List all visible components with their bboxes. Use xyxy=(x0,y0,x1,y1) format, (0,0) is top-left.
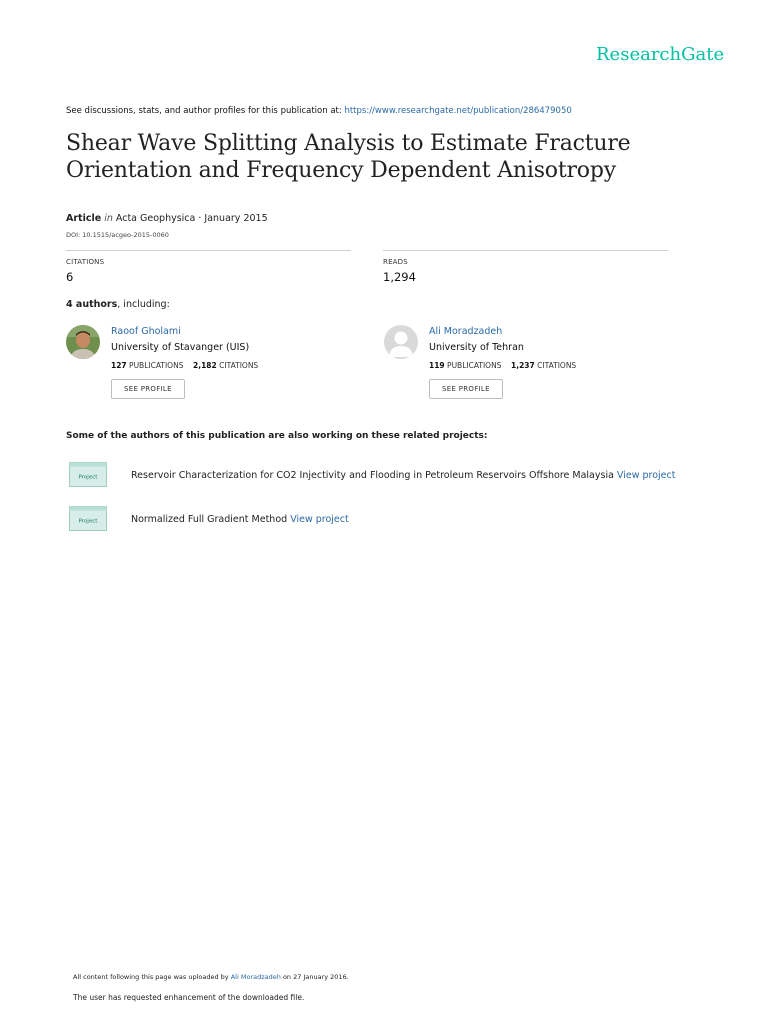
title-line-1: Shear Wave Splitting Analysis to Estimate Fracture xyxy=(66,131,631,156)
upload-suffix: on 27 January 2016. xyxy=(282,973,349,981)
authors-suffix: , including: xyxy=(117,299,170,310)
citations-count: 1,237 xyxy=(511,361,535,370)
project-folder-icon xyxy=(69,462,109,488)
authors-summary xyxy=(66,299,170,310)
project-item xyxy=(131,514,349,525)
discussion-note xyxy=(66,106,572,116)
publications-label: PUBLICATIONS xyxy=(447,361,502,370)
uploader-link[interactable]: Ali Moradzadeh xyxy=(230,973,281,981)
see-profile-button[interactable]: SEE PROFILE xyxy=(111,379,185,399)
author-photo-icon xyxy=(66,325,100,359)
author-stats xyxy=(111,361,258,370)
avatar[interactable] xyxy=(384,325,418,359)
citations-label: CITATIONS xyxy=(219,361,259,370)
publication-url-link[interactable]: https://www.researchgate.net/publication/286479050 xyxy=(344,106,572,116)
author-stats xyxy=(429,361,576,370)
author-institution: University of Tehran xyxy=(429,342,524,353)
publications-count: 119 xyxy=(429,361,445,370)
citations-value: 6 xyxy=(66,270,74,284)
divider-right xyxy=(383,250,668,251)
project-icon-label: Project xyxy=(78,518,98,525)
reads-label: READS xyxy=(383,258,408,266)
project-title: Normalized Full Gradient Method xyxy=(131,514,288,525)
enhancement-note: The user has requested enhancement of the downloaded file. xyxy=(73,993,305,1002)
publication-title xyxy=(66,130,706,184)
project-icon-label: Project xyxy=(78,474,98,481)
see-profile-button[interactable]: SEE PROFILE xyxy=(429,379,503,399)
project-folder-icon xyxy=(69,506,109,532)
upload-prefix: All content following this page was uploaded by xyxy=(73,973,229,981)
divider-left xyxy=(66,250,351,251)
researchgate-logo[interactable]: ResearchGate xyxy=(596,44,725,65)
project-title: Reservoir Characterization for CO2 Injectivity and Flooding in Petroleum Reservoirs Offshore Malaysia xyxy=(131,470,614,481)
projects-heading: Some of the authors of this publication are also working on these related projects: xyxy=(66,431,488,441)
publications-count: 127 xyxy=(111,361,127,370)
reads-value: 1,294 xyxy=(383,270,416,284)
author-institution: University of Stavanger (UIS) xyxy=(111,342,250,353)
citations-count: 2,182 xyxy=(193,361,217,370)
citations-label: CITATIONS xyxy=(537,361,577,370)
in-word: in xyxy=(104,213,113,224)
author-name-link[interactable]: Raoof Gholami xyxy=(111,326,181,337)
view-project-link[interactable]: View project xyxy=(616,470,676,481)
author-name-link[interactable]: Ali Moradzadeh xyxy=(429,326,503,337)
publication-meta xyxy=(66,213,268,224)
project-item xyxy=(131,470,675,481)
publication-type: Article xyxy=(66,213,102,224)
publications-label: PUBLICATIONS xyxy=(129,361,184,370)
title-line-2: Orientation and Frequency Dependent Anisotropy xyxy=(66,158,616,183)
journal-date: Acta Geophysica · January 2015 xyxy=(115,213,268,224)
default-avatar-icon xyxy=(384,325,418,359)
doi: DOI: 10.1515/acgeo-2015-0060 xyxy=(66,231,169,239)
discussion-text: See discussions, stats, and author profiles for this publication at: xyxy=(66,106,342,116)
view-project-link[interactable]: View project xyxy=(290,514,349,525)
authors-count: 4 authors xyxy=(66,299,118,310)
avatar[interactable] xyxy=(66,325,100,359)
citations-label: CITATIONS xyxy=(66,258,105,266)
upload-note xyxy=(73,973,349,981)
